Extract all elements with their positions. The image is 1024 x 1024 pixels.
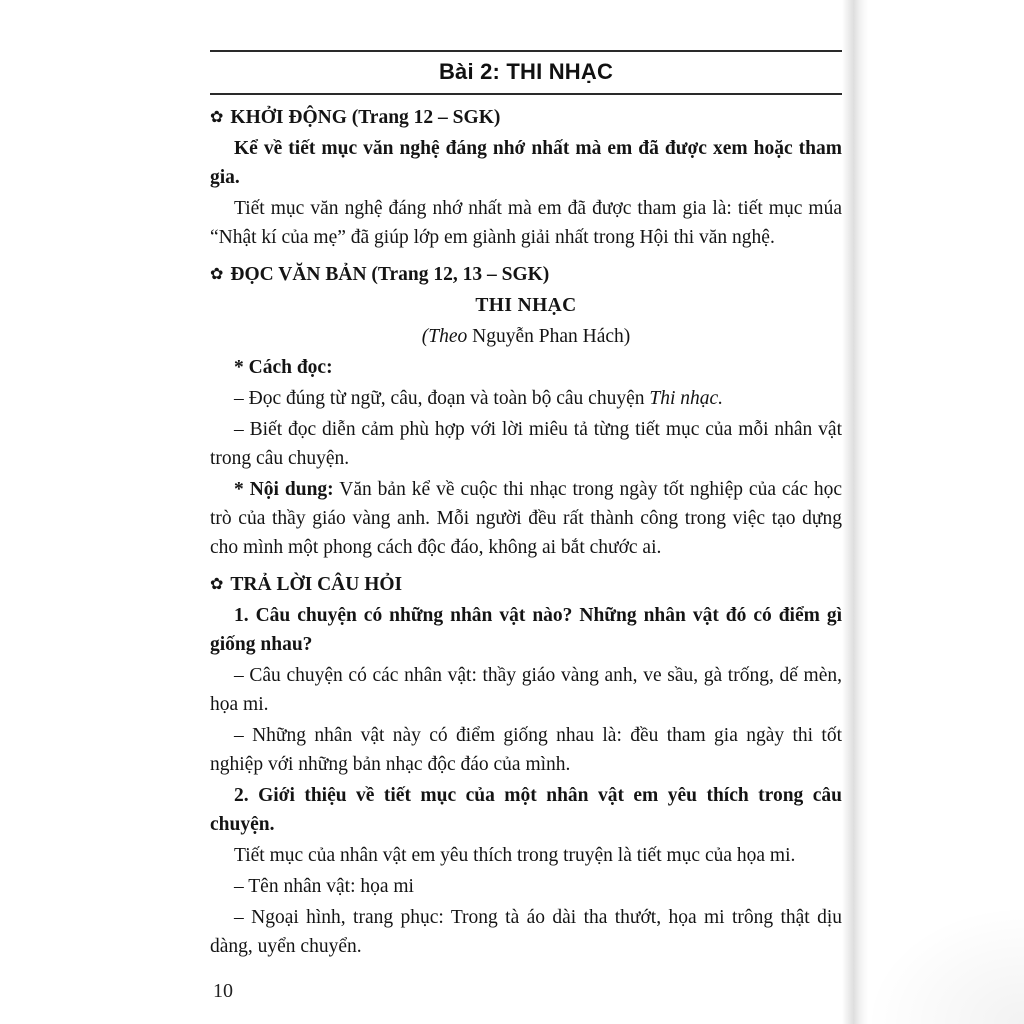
section-heading-doc-van-ban bbox=[210, 260, 842, 289]
reading-title: THI NHẠC bbox=[475, 295, 577, 316]
khoi-dong-answer: Tiết mục văn nghệ đáng nhớ nhất mà em đã được tham gia là: tiết mục múa “Nhật kí của mẹ” đã giúp lớp em giành giải nhất trong Hội thi văn nghệ. bbox=[210, 198, 842, 248]
question-2-answer-appearance: – Ngoại hình, trang phục: Trong tà áo dài tha thướt, họa mi trông thật dịu dàng, uyển chuyển. bbox=[210, 907, 842, 957]
section-heading-label: ĐỌC VĂN BẢN (Trang 12, 13 – SGK) bbox=[230, 264, 550, 285]
question-2-answer-name: – Tên nhân vật: họa mi bbox=[234, 876, 414, 897]
author-name: Nguyễn Phan Hách) bbox=[467, 326, 631, 347]
question-2: 2. Giới thiệu về tiết mục của một nhân vật em yêu thích trong câu chuyện. bbox=[210, 785, 842, 835]
cach-doc-item-1 bbox=[210, 384, 842, 413]
noi-dung-text: Văn bản kể về cuộc thi nhạc trong ngày tốt nghiệp của các học trò của thầy giáo vàng anh. Mỗi người đều rất thành công trong việc tạo dựng cho mình một phong cách độc đáo, không ai bắt chước ai. bbox=[210, 479, 842, 558]
cach-doc-item-2: – Biết đọc diễn cảm phù hợp với lời miêu tả từng tiết mục của mỗi nhân vật trong câu chuyện. bbox=[210, 419, 842, 469]
author-prefix: (Theo bbox=[421, 326, 468, 347]
section-heading-label: KHỞI ĐỘNG (Trang 12 – SGK) bbox=[230, 107, 501, 128]
corner-shadow bbox=[864, 904, 1024, 1024]
flower-icon: ✿ bbox=[210, 574, 224, 593]
item-text: – Đọc đúng từ ngữ, câu, đoạn và toàn bộ câu chuyện bbox=[234, 388, 650, 409]
section-heading-khoi-dong bbox=[210, 103, 842, 132]
page-edge-shadow bbox=[842, 0, 868, 1024]
book-page bbox=[210, 50, 842, 963]
lesson-title: Bài 2: THI NHẠC bbox=[438, 59, 614, 84]
section-heading-label: TRẢ LỜI CÂU HỎI bbox=[230, 574, 403, 595]
flower-icon: ✿ bbox=[210, 264, 224, 283]
noi-dung-paragraph bbox=[210, 475, 842, 562]
question-2-answer-intro: Tiết mục của nhân vật em yêu thích trong truyện là tiết mục của họa mi. bbox=[234, 845, 796, 866]
noi-dung-label: * Nội dung: bbox=[234, 479, 334, 500]
section-heading-tra-loi bbox=[210, 570, 842, 599]
item-title-italic: Thi nhạc. bbox=[649, 388, 724, 409]
khoi-dong-prompt: Kể về tiết mục văn nghệ đáng nhớ nhất mà em đã được xem hoặc tham gia. bbox=[210, 138, 842, 188]
question-1-answer-1: – Câu chuyện có các nhân vật: thầy giáo vàng anh, ve sầu, gà trống, dế mèn, họa mi. bbox=[210, 665, 842, 715]
question-1-answer-2: – Những nhân vật này có điểm giống nhau là: đều tham gia ngày thi tốt nghiệp với những bản nhạc độc đáo của mình. bbox=[210, 725, 842, 775]
cach-doc-label: * Cách đọc: bbox=[234, 357, 333, 378]
question-1: 1. Câu chuyện có những nhân vật nào? Những nhân vật đó có điểm gì giống nhau? bbox=[210, 605, 842, 655]
title-rule-bottom bbox=[210, 93, 842, 95]
page-number: 10 bbox=[213, 980, 233, 1002]
flower-icon: ✿ bbox=[210, 107, 224, 126]
reading-author bbox=[210, 322, 842, 351]
